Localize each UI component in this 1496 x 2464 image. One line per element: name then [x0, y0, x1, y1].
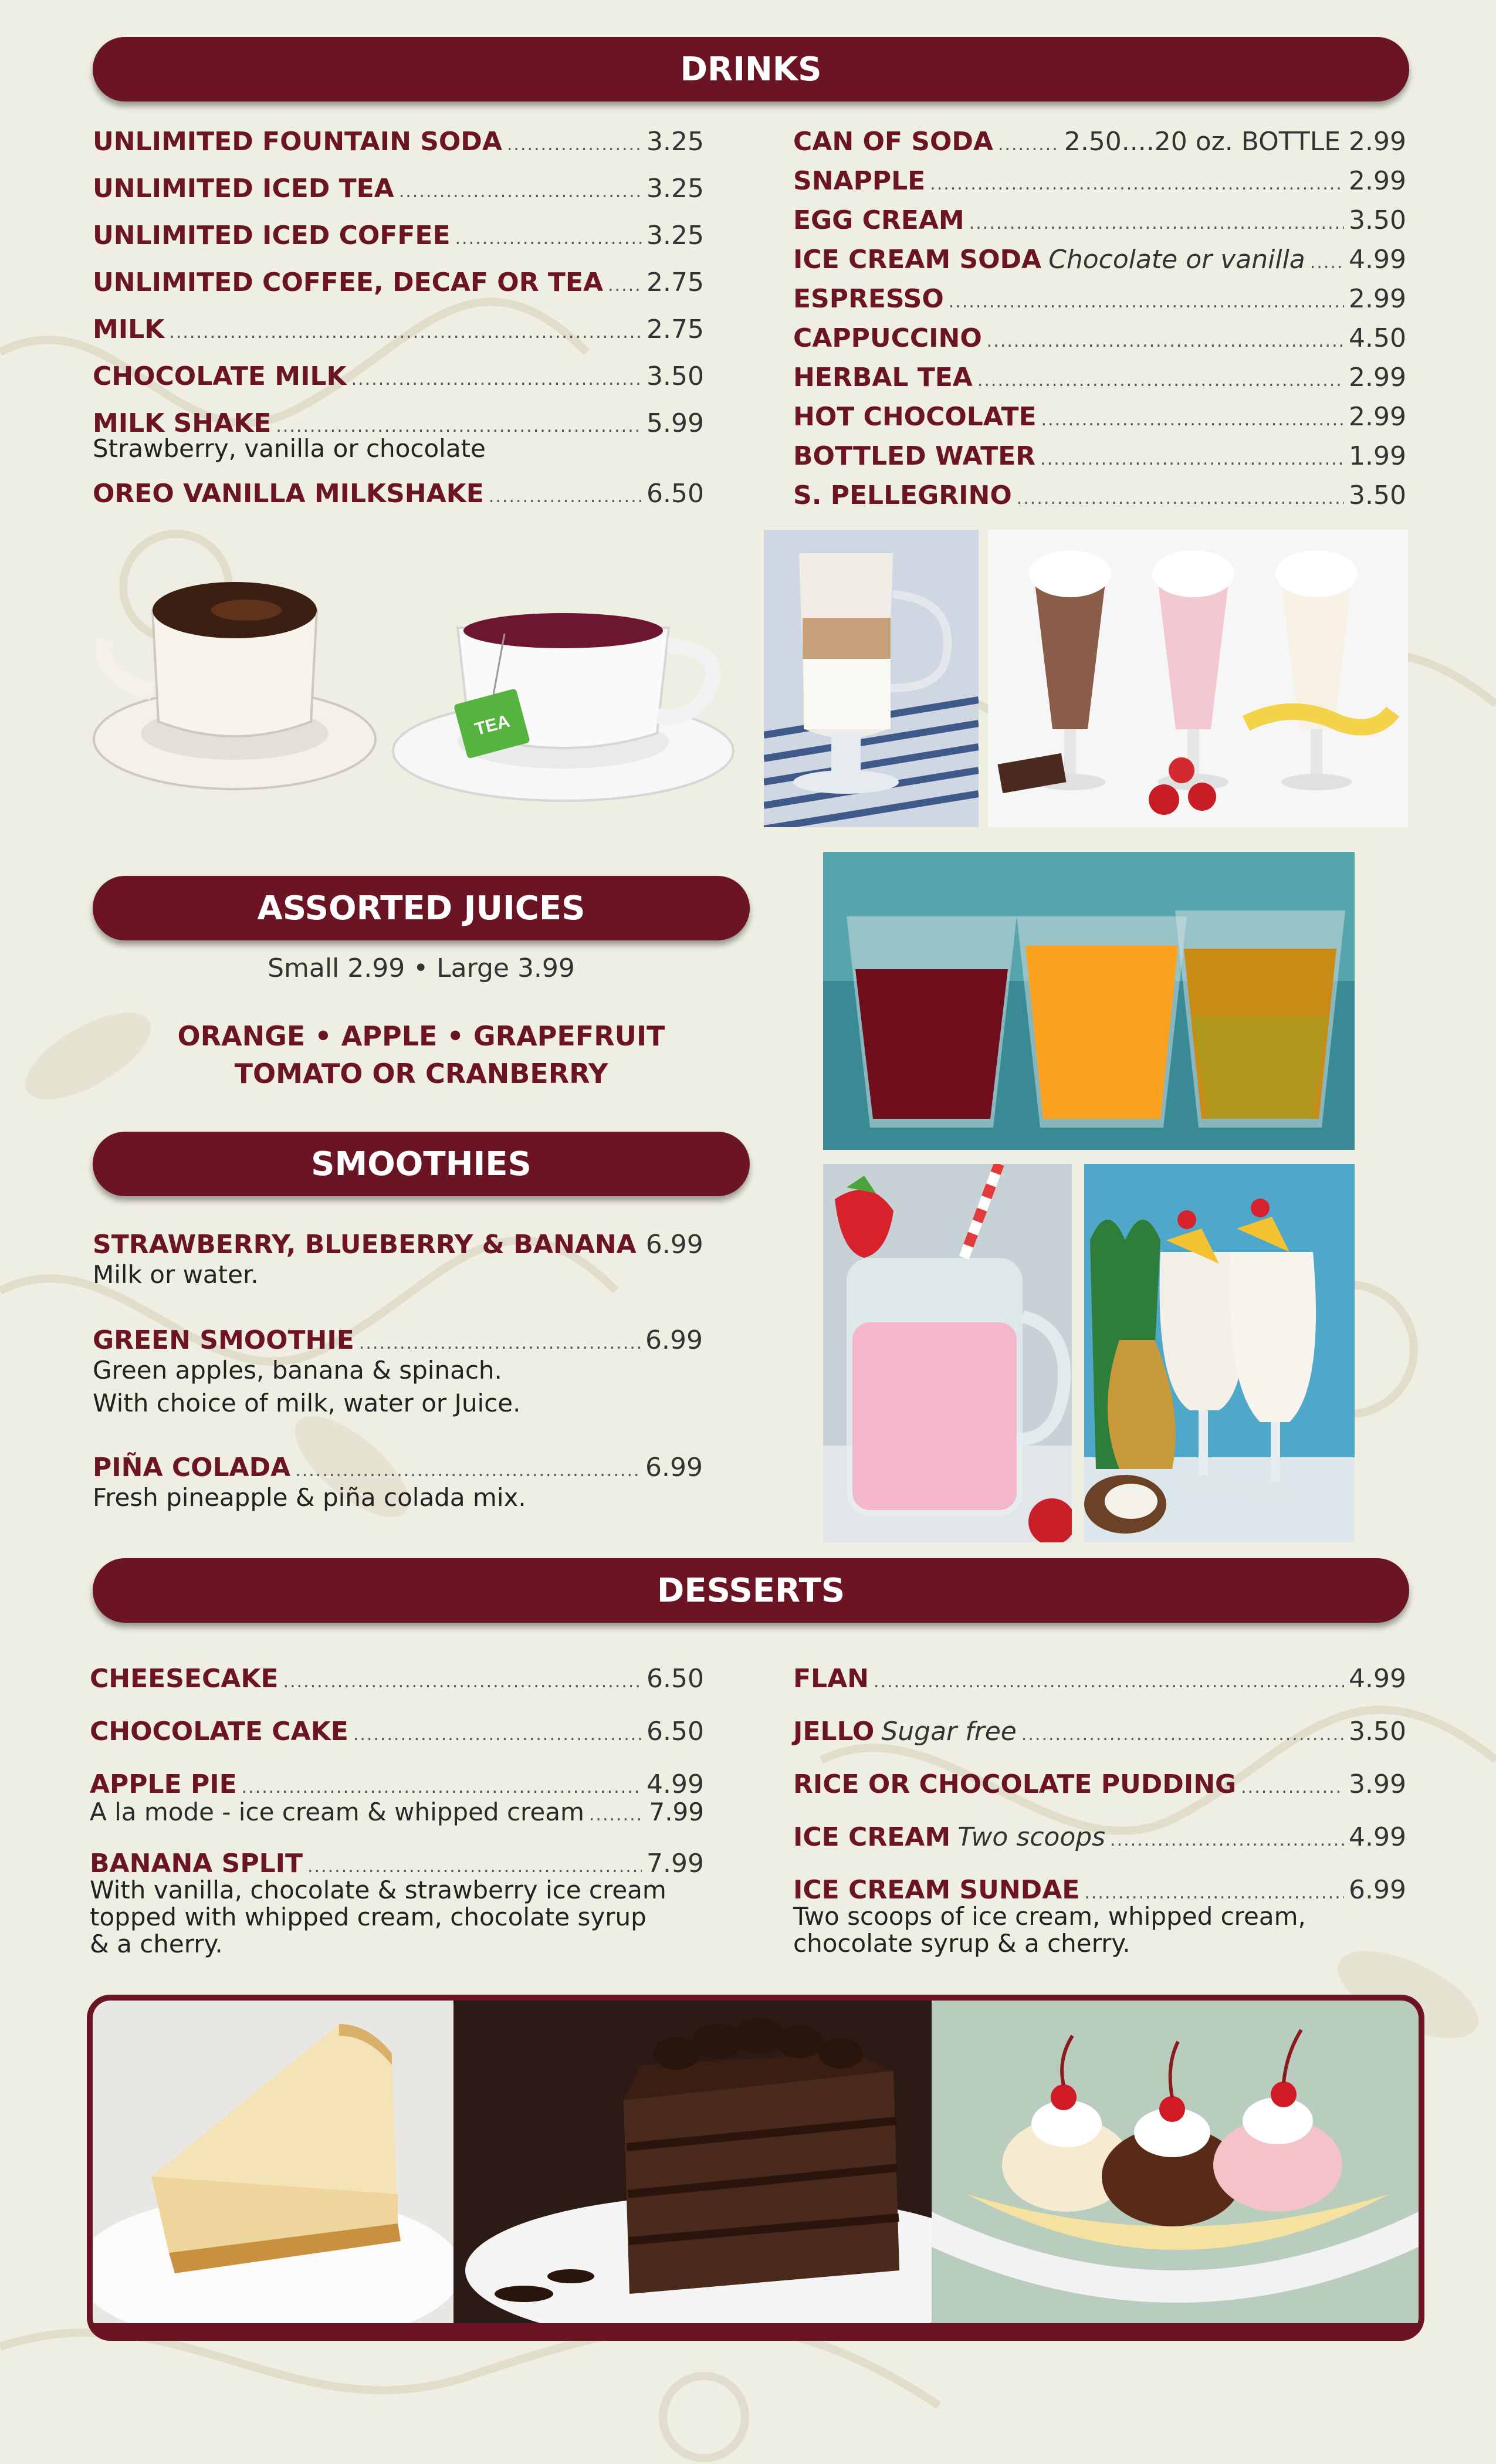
- leader-dots: [589, 1802, 645, 1829]
- item-note: Sugar free: [881, 1717, 1017, 1747]
- menu-item: [93, 478, 704, 513]
- item-description: Fresh pineapple & piña colada mix.: [93, 1483, 526, 1512]
- item-price: 3.99: [1349, 1769, 1406, 1799]
- menu-item: [793, 244, 1406, 279]
- item-price: 2.99: [1349, 284, 1406, 314]
- leader-dots: [359, 1328, 641, 1359]
- item-name: CHOCOLATE CAKE: [90, 1717, 348, 1747]
- item-name: CAPPUCCINO: [793, 323, 982, 353]
- leader-dots: [1040, 444, 1344, 475]
- menu-item: [793, 441, 1406, 475]
- leader-dots: [1041, 404, 1345, 436]
- menu-item: [793, 126, 1406, 161]
- latte-photo: [764, 530, 979, 827]
- item-name: CHOCOLATE MILK: [93, 361, 347, 391]
- item-description: With choice of milk, water or Juice.: [93, 1389, 521, 1417]
- item-name: GREEN SMOOTHIE: [93, 1325, 354, 1355]
- coffee-cup-illustration: [88, 557, 381, 804]
- item-price: 6.99: [645, 1325, 703, 1355]
- menu-item: [793, 165, 1406, 200]
- menu-item: [93, 267, 704, 302]
- item-sub-price: 7.99: [649, 1798, 704, 1826]
- item-name: UNLIMITED COFFEE, DECAF OR TEA: [93, 268, 604, 297]
- item-name: EGG CREAM: [793, 205, 964, 235]
- item-name: BANANA SPLIT: [90, 1849, 303, 1879]
- leader-dots: [1241, 1772, 1344, 1803]
- juice-list-line2: TOMATO OR CRANBERRY: [234, 1058, 608, 1089]
- item-price: 6.99: [1349, 1875, 1406, 1905]
- item-name: HERBAL TEA: [793, 363, 973, 392]
- item-name: RICE OR CHOCOLATE PUDDING: [793, 1769, 1237, 1799]
- leader-dots: [874, 1666, 1344, 1698]
- item-name: PIÑA COLADA: [93, 1453, 291, 1483]
- leader-dots: [608, 270, 642, 302]
- leader-dots: [489, 481, 642, 513]
- leader-dots: [977, 365, 1344, 397]
- item-name: HOT CHOCOLATE: [793, 402, 1037, 432]
- item-description: With vanilla, chocolate & strawberry ice cream: [90, 1876, 666, 1904]
- menu-item: [90, 1716, 704, 1751]
- item-name: ICE CREAM SODA: [793, 245, 1042, 275]
- dessert-photo-strip: [87, 1995, 1424, 2341]
- leader-dots: [949, 286, 1344, 318]
- leader-dots: [507, 129, 642, 161]
- item-price: 4.99: [1349, 245, 1406, 275]
- leader-dots: [1110, 1825, 1344, 1856]
- juices-photo: [823, 852, 1355, 1150]
- item-price: 3.25: [647, 127, 704, 157]
- leader-dots: [930, 168, 1344, 200]
- menu-item: [793, 1769, 1406, 1803]
- item-price: 3.50: [1349, 480, 1406, 510]
- leader-dots: [1310, 247, 1344, 279]
- tea-tag-label: TEA: [472, 711, 512, 739]
- item-price: 7.99: [647, 1849, 704, 1879]
- juices-info: [93, 953, 750, 1092]
- menu-item: [793, 283, 1406, 318]
- cheesecake-photo: [93, 2001, 453, 2323]
- item-description: Milk or water.: [93, 1260, 259, 1289]
- item-name: OREO VANILLA MILKSHAKE: [93, 479, 484, 509]
- desserts-left-column: [90, 1663, 704, 1968]
- item-description: Two scoops of ice cream, whipped cream,: [793, 1902, 1306, 1931]
- menu-item: [793, 362, 1406, 397]
- item-name: JELLO: [793, 1717, 875, 1747]
- item-price: 4.99: [1349, 1822, 1406, 1852]
- item-price: 2.99: [1349, 402, 1406, 432]
- item-price: 2.99: [1349, 166, 1406, 196]
- banana-split-photo: [932, 2001, 1419, 2323]
- smoothies-header: SMOOTHIES: [93, 1132, 750, 1196]
- smoothies-list: [93, 1229, 703, 1522]
- item-price: 6.99: [645, 1453, 703, 1483]
- menu-item: [93, 314, 704, 348]
- item-name: SNAPPLE: [793, 166, 926, 196]
- item-price: 4.50: [1349, 323, 1406, 353]
- menu-item: [90, 1848, 704, 1958]
- chocolate-cake-photo: [453, 2001, 932, 2323]
- leader-dots: [987, 326, 1344, 357]
- item-name: MILK SHAKE: [93, 408, 272, 438]
- desserts-right-column: [793, 1663, 1406, 1968]
- item-price: 4.99: [1349, 1664, 1406, 1694]
- item-price: 4.99: [647, 1769, 704, 1799]
- leader-dots: [399, 176, 642, 208]
- item-price: 2.75: [647, 314, 704, 344]
- menu-item: [793, 205, 1406, 239]
- item-note: Two scoops: [957, 1822, 1106, 1852]
- menu-item: [793, 1874, 1406, 1957]
- item-price: 3.25: [647, 174, 704, 204]
- menu-item: [93, 361, 704, 395]
- item-price: 3.50: [647, 361, 704, 391]
- menu-item: [93, 1452, 703, 1511]
- tea-cup-illustration: [387, 593, 739, 810]
- item-description: Green apples, banana & spinach.: [93, 1356, 502, 1385]
- menu-item: [93, 1325, 703, 1417]
- item-sub-description: A la mode - ice cream & whipped cream: [90, 1798, 584, 1826]
- item-description: Strawberry, vanilla or chocolate: [93, 434, 486, 463]
- menu-item: [793, 401, 1406, 436]
- menu-item: [793, 1822, 1406, 1856]
- item-name: ICE CREAM SUNDAE: [793, 1875, 1080, 1905]
- leader-dots: [1017, 483, 1344, 515]
- item-description: chocolate syrup & a cherry.: [793, 1929, 1131, 1958]
- item-name: STRAWBERRY, BLUEBERRY & BANANA: [93, 1230, 637, 1260]
- menu-item: [93, 408, 704, 462]
- item-name: ICE CREAM: [793, 1822, 951, 1852]
- item-description: topped with whipped cream, chocolate syrup: [90, 1903, 647, 1931]
- menu-item: [90, 1769, 704, 1829]
- item-price: 1.99: [1349, 441, 1406, 471]
- juices-header: ASSORTED JUICES: [93, 876, 750, 940]
- item-price: 3.50: [1349, 1717, 1406, 1747]
- menu-item: [93, 173, 704, 208]
- leader-dots: [295, 1455, 641, 1487]
- menu-item: [793, 1716, 1406, 1751]
- item-name: FLAN: [793, 1664, 869, 1694]
- menu-item: [93, 1229, 703, 1288]
- drinks-header: DRINKS: [93, 37, 1409, 101]
- drinks-right-column: [793, 126, 1406, 519]
- leader-dots: [455, 223, 642, 255]
- item-name: UNLIMITED ICED COFFEE: [93, 221, 451, 251]
- menu-item: [93, 126, 704, 161]
- item-description: & a cherry.: [90, 1930, 223, 1958]
- strawberry-smoothie-photo: [823, 1164, 1072, 1542]
- item-price: 6.99: [645, 1230, 703, 1260]
- desserts-header: DESSERTS: [93, 1558, 1409, 1623]
- item-note: Chocolate or vanilla: [1048, 245, 1305, 275]
- leader-dots: [998, 129, 1060, 161]
- juice-list-line1: ORANGE • APPLE • GRAPEFRUIT: [177, 1020, 665, 1052]
- juice-sizes: Small 2.99 • Large 3.99: [268, 953, 575, 983]
- item-price: 5.99: [647, 408, 704, 438]
- item-name: CAN OF SODA: [793, 127, 993, 157]
- leader-dots: [169, 317, 642, 348]
- leader-dots: [1021, 1719, 1344, 1751]
- item-price: 6.50: [647, 1664, 704, 1694]
- leader-dots: [283, 1666, 642, 1698]
- item-price: 3.50: [1349, 205, 1406, 235]
- item-name: UNLIMITED FOUNTAIN SODA: [93, 127, 502, 157]
- leader-dots: [353, 1719, 642, 1751]
- item-name: CHEESECAKE: [90, 1664, 279, 1694]
- item-price: 2.50....20 oz. BOTTLE 2.99: [1064, 127, 1406, 157]
- item-name: MILK: [93, 314, 165, 344]
- item-name: BOTTLED WATER: [793, 441, 1036, 471]
- item-price: 6.50: [647, 1717, 704, 1747]
- item-price: 3.25: [647, 221, 704, 251]
- item-price: 2.75: [647, 268, 704, 297]
- menu-item: [793, 323, 1406, 357]
- drinks-left-column: [93, 126, 704, 525]
- item-price: 6.50: [647, 479, 704, 509]
- item-name: S. PELLEGRINO: [793, 480, 1012, 510]
- menu-item: [93, 220, 704, 255]
- menu-item: [90, 1663, 704, 1698]
- item-name: ESPRESSO: [793, 284, 944, 314]
- pina-colada-photo: [1084, 1164, 1355, 1542]
- leader-dots: [351, 364, 642, 395]
- item-price: 2.99: [1349, 363, 1406, 392]
- item-name: APPLE PIE: [90, 1769, 237, 1799]
- menu-item: [793, 1663, 1406, 1698]
- leader-dots: [969, 208, 1344, 239]
- milkshakes-photo: [988, 530, 1408, 827]
- item-name: UNLIMITED ICED TEA: [93, 174, 394, 204]
- menu-item: [793, 480, 1406, 515]
